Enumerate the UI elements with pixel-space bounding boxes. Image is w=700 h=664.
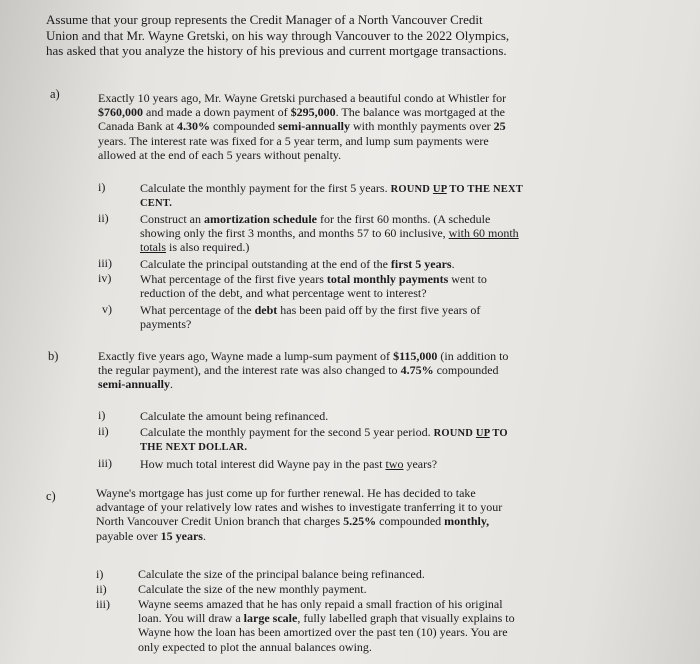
- text: What percentage of the: [140, 303, 255, 317]
- question-number: v): [102, 302, 112, 316]
- text: THE NEXT DOLLAR.: [140, 442, 248, 454]
- section-c-label: c): [46, 489, 56, 503]
- text: Construct an: [140, 212, 204, 226]
- text: only expected to plot the annual balances owing.: [138, 639, 372, 654]
- text: years. The interest rate was fixed for a 5 year term, and lump sum payments were: [98, 133, 489, 148]
- text: has been paid off by the first five years of: [277, 303, 481, 317]
- text: went to: [448, 272, 487, 286]
- question-a-i: [140, 181, 523, 211]
- text: Wayne how the loan has been amortized over the past ten (10) years. You are: [138, 625, 508, 640]
- text: amortization schedule: [204, 212, 317, 226]
- text: What percentage of the first five years: [140, 272, 327, 286]
- text: compounded: [209, 119, 278, 134]
- question-c-iii: [138, 597, 515, 654]
- text: totals: [140, 240, 166, 255]
- text: two: [385, 457, 404, 471]
- amortization-years: 15 years: [160, 528, 203, 543]
- question-a-iii: [140, 257, 455, 271]
- interest-rate: 4.30%: [176, 119, 210, 134]
- text: for the first 60 months. (A schedule: [317, 212, 491, 226]
- text: Calculate the size of the principal balance being refinanced.: [138, 567, 425, 581]
- text: Calculate the principal outstanding at the end of the: [140, 257, 391, 271]
- text: first 5 years: [390, 257, 452, 271]
- text: is also required.): [166, 240, 250, 255]
- text: ROUND: [433, 428, 476, 439]
- text: payable over: [96, 528, 161, 543]
- question-number: iii): [96, 597, 110, 611]
- text: UP: [475, 428, 490, 439]
- question-a-v: [140, 303, 480, 331]
- text: reduction of the debt, and what percentage went to interest?: [140, 286, 427, 301]
- question-number: iii): [98, 256, 112, 270]
- text: Exactly 10 years ago, Mr. Wayne Gretski purchased a beautiful condo at Whistler for: [98, 91, 507, 105]
- question-number: i): [98, 408, 106, 422]
- text: Wayne seems amazed that he has only repaid a small fraction of his original: [138, 597, 503, 611]
- text: large scale: [243, 611, 298, 626]
- text: with 60 month: [448, 226, 519, 241]
- section-b-paragraph: [98, 349, 508, 392]
- text: payments?: [140, 317, 192, 332]
- text: UP: [432, 184, 447, 195]
- compounding: monthly,: [444, 514, 490, 529]
- text: Canada Bank at: [98, 119, 177, 134]
- amortization-years: 25: [493, 119, 506, 134]
- question-c-i: [138, 567, 425, 581]
- interest-rate: 5.25%: [343, 514, 377, 529]
- section-a-label: a): [50, 87, 60, 101]
- text: Calculate the monthly payment for the second 5 year period.: [140, 425, 434, 439]
- text: compounded: [376, 514, 445, 529]
- text: years?: [403, 457, 438, 471]
- text: compounded: [433, 363, 499, 378]
- text: Wayne's mortgage has just come up for further renewal. He has decided to take: [96, 486, 476, 500]
- question-b-i: [140, 409, 328, 423]
- text: Exactly five years ago, Wayne made a lump-sum payment of: [98, 349, 394, 363]
- text: .: [202, 528, 206, 543]
- down-payment: $295,000: [290, 105, 336, 120]
- question-number: i): [98, 180, 106, 194]
- question-b-ii: [140, 425, 508, 455]
- text: . The balance was mortgaged at the: [335, 105, 506, 120]
- text: .: [451, 257, 455, 271]
- text: .: [170, 377, 174, 392]
- text: total monthly payments: [326, 272, 449, 286]
- text: North Vancouver Credit Union branch that charges: [96, 514, 344, 529]
- intro-paragraph: [46, 12, 546, 59]
- compounding: semi-annually: [277, 119, 350, 134]
- section-b-label: b): [48, 349, 59, 363]
- text: allowed at the end of each 5 years without penalty.: [98, 147, 342, 162]
- text: TO THE NEXT: [446, 184, 523, 195]
- question-b-iii: [140, 457, 437, 471]
- interest-rate: 4.75%: [400, 363, 434, 378]
- intro-line: has asked that you analyze the history of his previous and current mortgage transactions.: [46, 43, 507, 58]
- text: ROUND: [390, 184, 433, 195]
- text: , fully labelled graph that visually explains to: [297, 611, 515, 626]
- question-a-ii: [140, 212, 519, 255]
- intro-line: Assume that your group represents the Credit Manager of a North Vancouver Credit: [46, 12, 483, 27]
- question-number: iii): [98, 456, 112, 470]
- compounding: semi-annually: [98, 377, 171, 392]
- purchase-price: $760,000: [98, 105, 143, 120]
- text: How much total interest did Wayne pay in the past: [140, 457, 386, 471]
- question-number: ii): [98, 424, 109, 438]
- text: showing only the first 3 months, and months 57 to 60 inclusive,: [140, 226, 449, 241]
- text: Calculate the amount being refinanced.: [140, 409, 329, 423]
- text: debt: [254, 303, 278, 317]
- text: Calculate the size of the new monthly payment.: [138, 582, 367, 596]
- intro-line: Union and that Mr. Wayne Gretski, on his way through Vancouver to the 2022 Olympics,: [46, 27, 510, 43]
- text: and made a down payment of: [143, 105, 291, 120]
- question-number: ii): [98, 211, 109, 225]
- question-number: iv): [98, 271, 112, 285]
- text: the regular payment), and the interest rate was also changed to: [98, 363, 401, 378]
- lump-sum: $115,000: [393, 349, 438, 363]
- section-a-paragraph: [98, 91, 506, 162]
- text: Calculate the monthly payment for the first 5 years.: [140, 181, 391, 195]
- question-number: i): [96, 567, 104, 581]
- text: CENT.: [140, 198, 173, 210]
- question-a-iv: [140, 272, 487, 300]
- section-c-paragraph: [96, 486, 502, 543]
- question-c-ii: [138, 582, 367, 596]
- text: (in addition to: [437, 349, 509, 363]
- text: advantage of your relatively low rates and wishes to investigate tranferring it to your: [96, 500, 503, 515]
- text: loan. You will draw a: [138, 611, 244, 626]
- question-number: ii): [96, 582, 107, 596]
- text: TO: [489, 428, 508, 439]
- text: with monthly payments over: [350, 119, 494, 134]
